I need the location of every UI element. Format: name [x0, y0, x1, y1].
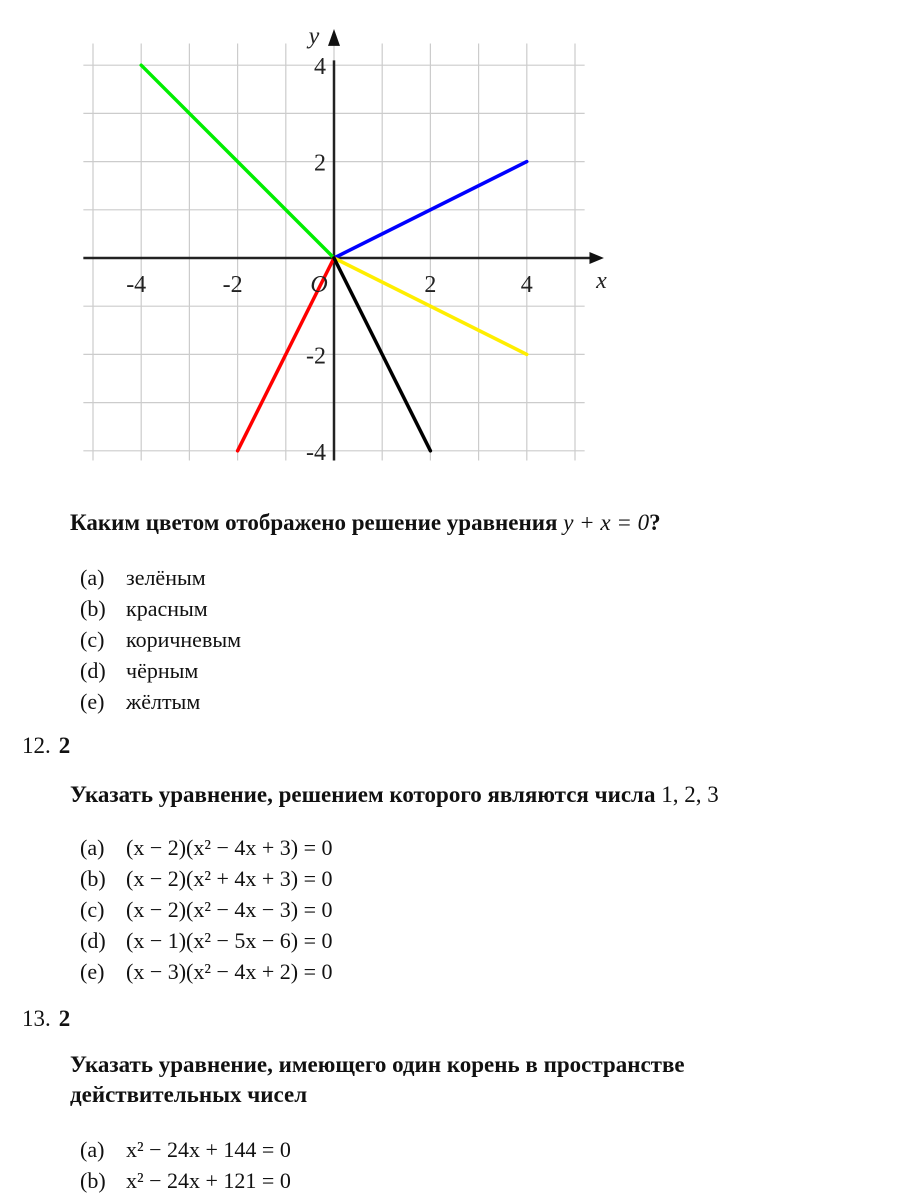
option-label: (d)	[80, 928, 106, 953]
question-11-text: Каким цветом отображено решение уравнения y + x = 0?	[70, 510, 661, 535]
y-tick-label: -2	[306, 343, 326, 370]
option-label: (c)	[80, 897, 105, 922]
option-label: (b)	[80, 1168, 106, 1193]
answer-option[interactable]	[80, 956, 333, 987]
answer-option[interactable]	[80, 925, 333, 956]
option-text: (x − 2)(x² − 4x + 3) = 0	[126, 835, 333, 860]
option-text: жёлтым	[126, 689, 201, 714]
x-axis-arrow	[589, 252, 603, 264]
answer-option[interactable]	[80, 1165, 291, 1196]
option-label: (c)	[80, 627, 105, 652]
option-text: красным	[126, 596, 208, 621]
option-label: (b)	[80, 866, 106, 891]
option-text: (x − 2)(x² − 4x − 3) = 0	[126, 897, 333, 922]
line-graph	[0, 0, 919, 480]
question-13-text: Указать уравнение, имеющего один корень в пространстве действительных чисел	[70, 1052, 685, 1107]
answer-option[interactable]	[80, 593, 241, 624]
y-tick-label: 2	[314, 150, 326, 177]
y-axis-label: y	[308, 23, 320, 50]
y-tick-label: 4	[314, 54, 326, 81]
option-label: (e)	[80, 959, 105, 984]
answer-option[interactable]	[80, 894, 333, 925]
answer-option[interactable]	[80, 686, 241, 717]
option-text: x² − 24x + 144 = 0	[126, 1137, 291, 1162]
option-text: (x − 1)(x² − 5x − 6) = 0	[126, 928, 333, 953]
option-label: (a)	[80, 1137, 105, 1162]
option-label: (d)	[80, 658, 106, 683]
x-tick-label: 4	[520, 272, 533, 298]
y-tick-label: -4	[306, 439, 326, 466]
option-text: зелёным	[126, 565, 206, 590]
question-13-options	[80, 1134, 291, 1196]
x-tick-label: 2	[424, 272, 437, 298]
answer-option[interactable]	[80, 1134, 291, 1165]
answer-option[interactable]	[80, 832, 333, 863]
x-tick-label: -2	[222, 272, 243, 298]
question-13-number: 13. 2	[22, 1006, 71, 1031]
x-axis-label: x	[596, 268, 607, 294]
answer-option[interactable]	[80, 863, 333, 894]
answer-option[interactable]	[80, 624, 241, 655]
option-label: (e)	[80, 689, 105, 714]
question-12-text: Указать уравнение, решением которого являются числа 1, 2, 3	[70, 782, 719, 807]
option-label: (a)	[80, 835, 105, 860]
option-text: x² − 24x + 121 = 0	[126, 1168, 291, 1193]
option-text: (x − 2)(x² + 4x + 3) = 0	[126, 866, 333, 891]
question-12-number: 12. 2	[22, 733, 71, 758]
option-label: (b)	[80, 596, 106, 621]
option-label: (a)	[80, 565, 105, 590]
answer-option[interactable]	[80, 655, 241, 686]
question-11-options	[80, 562, 241, 717]
x-tick-label: -4	[126, 272, 147, 298]
origin-label: O	[310, 272, 328, 298]
option-text: (x − 3)(x² − 4x + 2) = 0	[126, 959, 333, 984]
option-text: чёрным	[126, 658, 199, 683]
y-axis-arrow	[328, 29, 340, 46]
option-text: коричневым	[126, 627, 242, 652]
answer-option[interactable]	[80, 562, 241, 593]
question-12-options	[80, 832, 333, 987]
